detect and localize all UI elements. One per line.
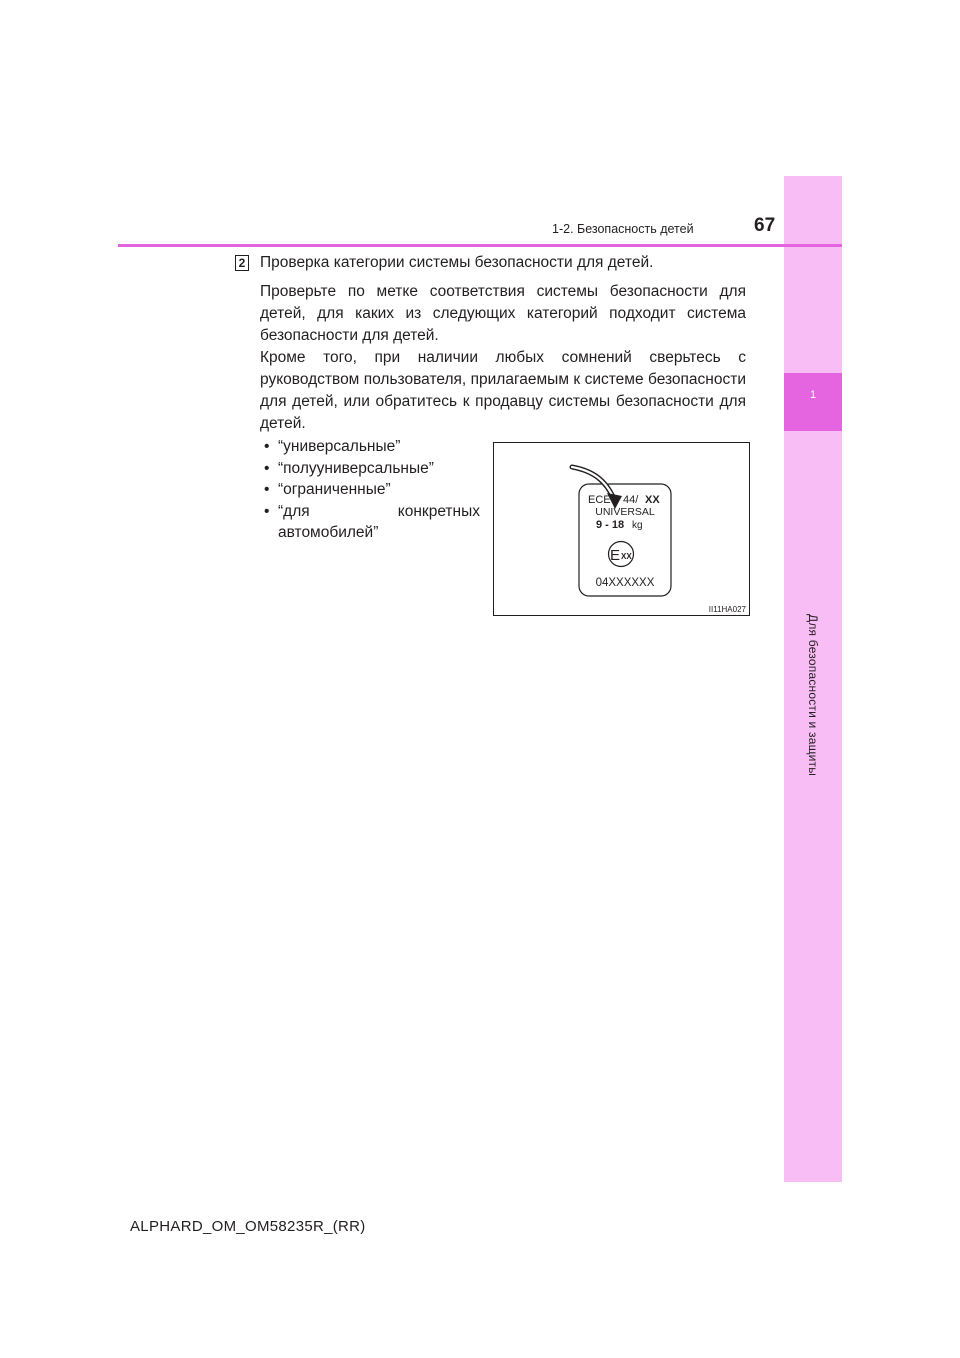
section-title: 1-2. Безопасность детей — [552, 222, 694, 236]
list-item: • “ограниченные” — [264, 479, 480, 501]
approval-label-figure — [493, 442, 750, 616]
chapter-marker — [784, 373, 842, 431]
chapter-title: Для безопасности и защиты — [806, 614, 820, 777]
approval-label-illustration — [494, 443, 751, 617]
label-e-mark: E — [610, 547, 621, 564]
header-rule — [118, 244, 842, 247]
step-number-badge: 2 — [235, 255, 249, 271]
step-title: Проверка категории системы безопасности для детей. — [260, 254, 654, 271]
paragraph-consult: Кроме того, при наличии любых сомнений сверьтесь с руководством пользователя, прилагаемым к системе безопасности для детей, или обратитесь к продавцу системы безопасности для детей. — [260, 349, 746, 432]
list-item: • “для конкретных автомобилей” — [264, 501, 480, 544]
label-ece: ECE — [588, 494, 611, 506]
label-approval-number: 04XXXXXX — [595, 577, 655, 589]
list-item: • “универсальные” — [264, 436, 480, 458]
label-universal: UNIVERSAL — [595, 506, 655, 518]
page-number: 67 — [754, 215, 776, 236]
paragraph-check-label: Проверьте по метке соответствия системы безопасности для детей, для каких из следующих категорий подходит система безопасности для детей. — [260, 283, 746, 344]
label-regulation: 44/ — [623, 494, 639, 506]
chapter-number: 1 — [809, 389, 817, 401]
chapter-side-tab — [784, 176, 842, 1182]
figure-code: II11HA027 — [708, 605, 746, 614]
document-code: ALPHARD_OM_OM58235R_(RR) — [130, 1218, 366, 1235]
label-e-sub: XX — [621, 552, 632, 561]
label-weight: 9 - 18 — [596, 519, 625, 531]
category-list — [264, 436, 480, 544]
list-item: • “полууниверсальные” — [264, 458, 480, 480]
label-regulation-mark: XX — [645, 494, 660, 506]
label-weight-unit: kg — [632, 520, 643, 531]
